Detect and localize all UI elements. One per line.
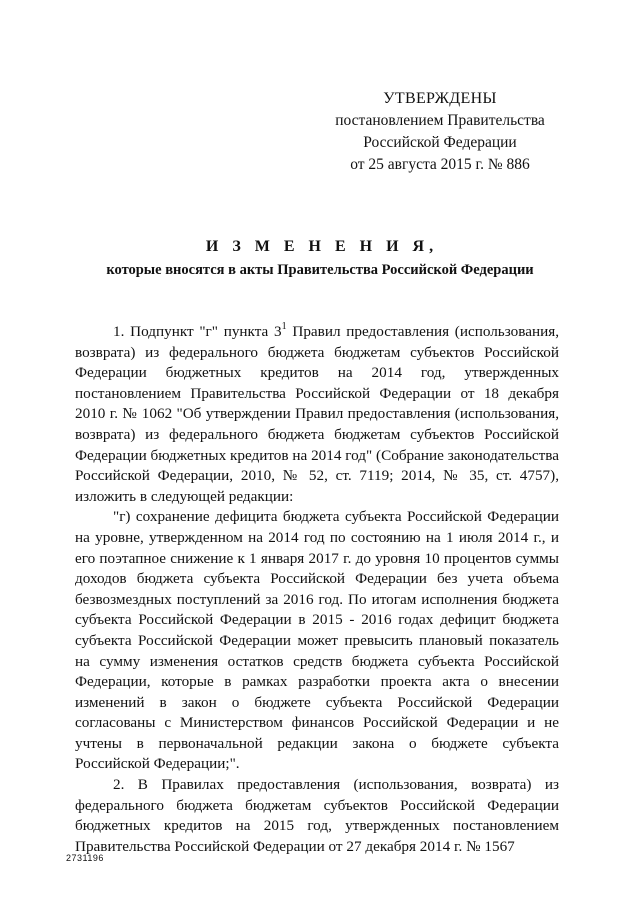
paragraph-1 — [75, 322, 559, 507]
document-body — [75, 322, 559, 857]
paragraph-1-start: 1. Подпункт "г" пункта 3 — [113, 323, 282, 340]
document-code: 2731196 — [66, 853, 104, 863]
paragraph-1-rest: Правил предоставления (использования, возврата) из федерального бюджета бюджетам субъектов Российской Федерации бюджетных кредитов на 2014 год, утвержденных постановлением Правительства Российской Федерации от 18 декабря 2010 г. № 1062 "Об утверждении Правил предоставления (использования, возврата) из федерального бюджета бюджетам субъектов Российской Федерации бюджетных кредитов на 2014 год" (Собрание законодательства Российской Федерации, 2010, № 52, ст. 7119; 2014, № 35, ст. 4757), изложить в следующей редакции: — [75, 323, 559, 505]
approval-line-government: Российской Федерации — [363, 134, 517, 151]
document-subtitle: которые вносятся в акты Правительства Российской Федерации — [106, 262, 534, 278]
approval-stamp — [330, 88, 550, 176]
paragraph-1-superscript: 1 — [281, 320, 287, 332]
document-title: И З М Е Н Е Н И Я, — [205, 238, 439, 255]
quoted-amendment: "г) сохранение дефицита бюджета субъекта Российской Федерации на уровне, утвержденном на 2014 год по состоянию на 1 июля 2014 г., и его поэтапное снижение к 1 января 2017 г. до уровня 10 процентов суммы доходов бюджета субъекта Российской Федерации без учета объема безвозмездных поступлений за 2016 год. По итогам исполнения бюджета субъекта Российской Федерации в 2015 - 2016 годах дефицит бюджета субъекта Российской Федерации может превысить плановый показатель на сумму изменения остатков средств бюджета субъекта Российской Федерации, которые в рамках разработки проекта акта о внесении изменений в закон о бюджете субъекта Российской Федерации согласованы с Министерством финансов Российской Федерации и не учтены в первоначальной редакции закона о бюджете субъекта Российской Федерации;". — [75, 508, 559, 773]
paragraph-2: 2. В Правилах предоставления (использования, возврата) из федерального бюджета бюджетам субъектов Российской Федерации бюджетных кредитов на 2015 год, утвержденных постановлением Правительства Российской Федерации от 27 декабря 2014 г. № 1567 — [75, 776, 559, 855]
approval-line-date: от 25 августа 2015 г. № 886 — [350, 156, 530, 173]
approval-line-resolution: постановлением Правительства — [335, 112, 545, 129]
approval-heading: УТВЕРЖДЕНЫ — [383, 90, 497, 107]
